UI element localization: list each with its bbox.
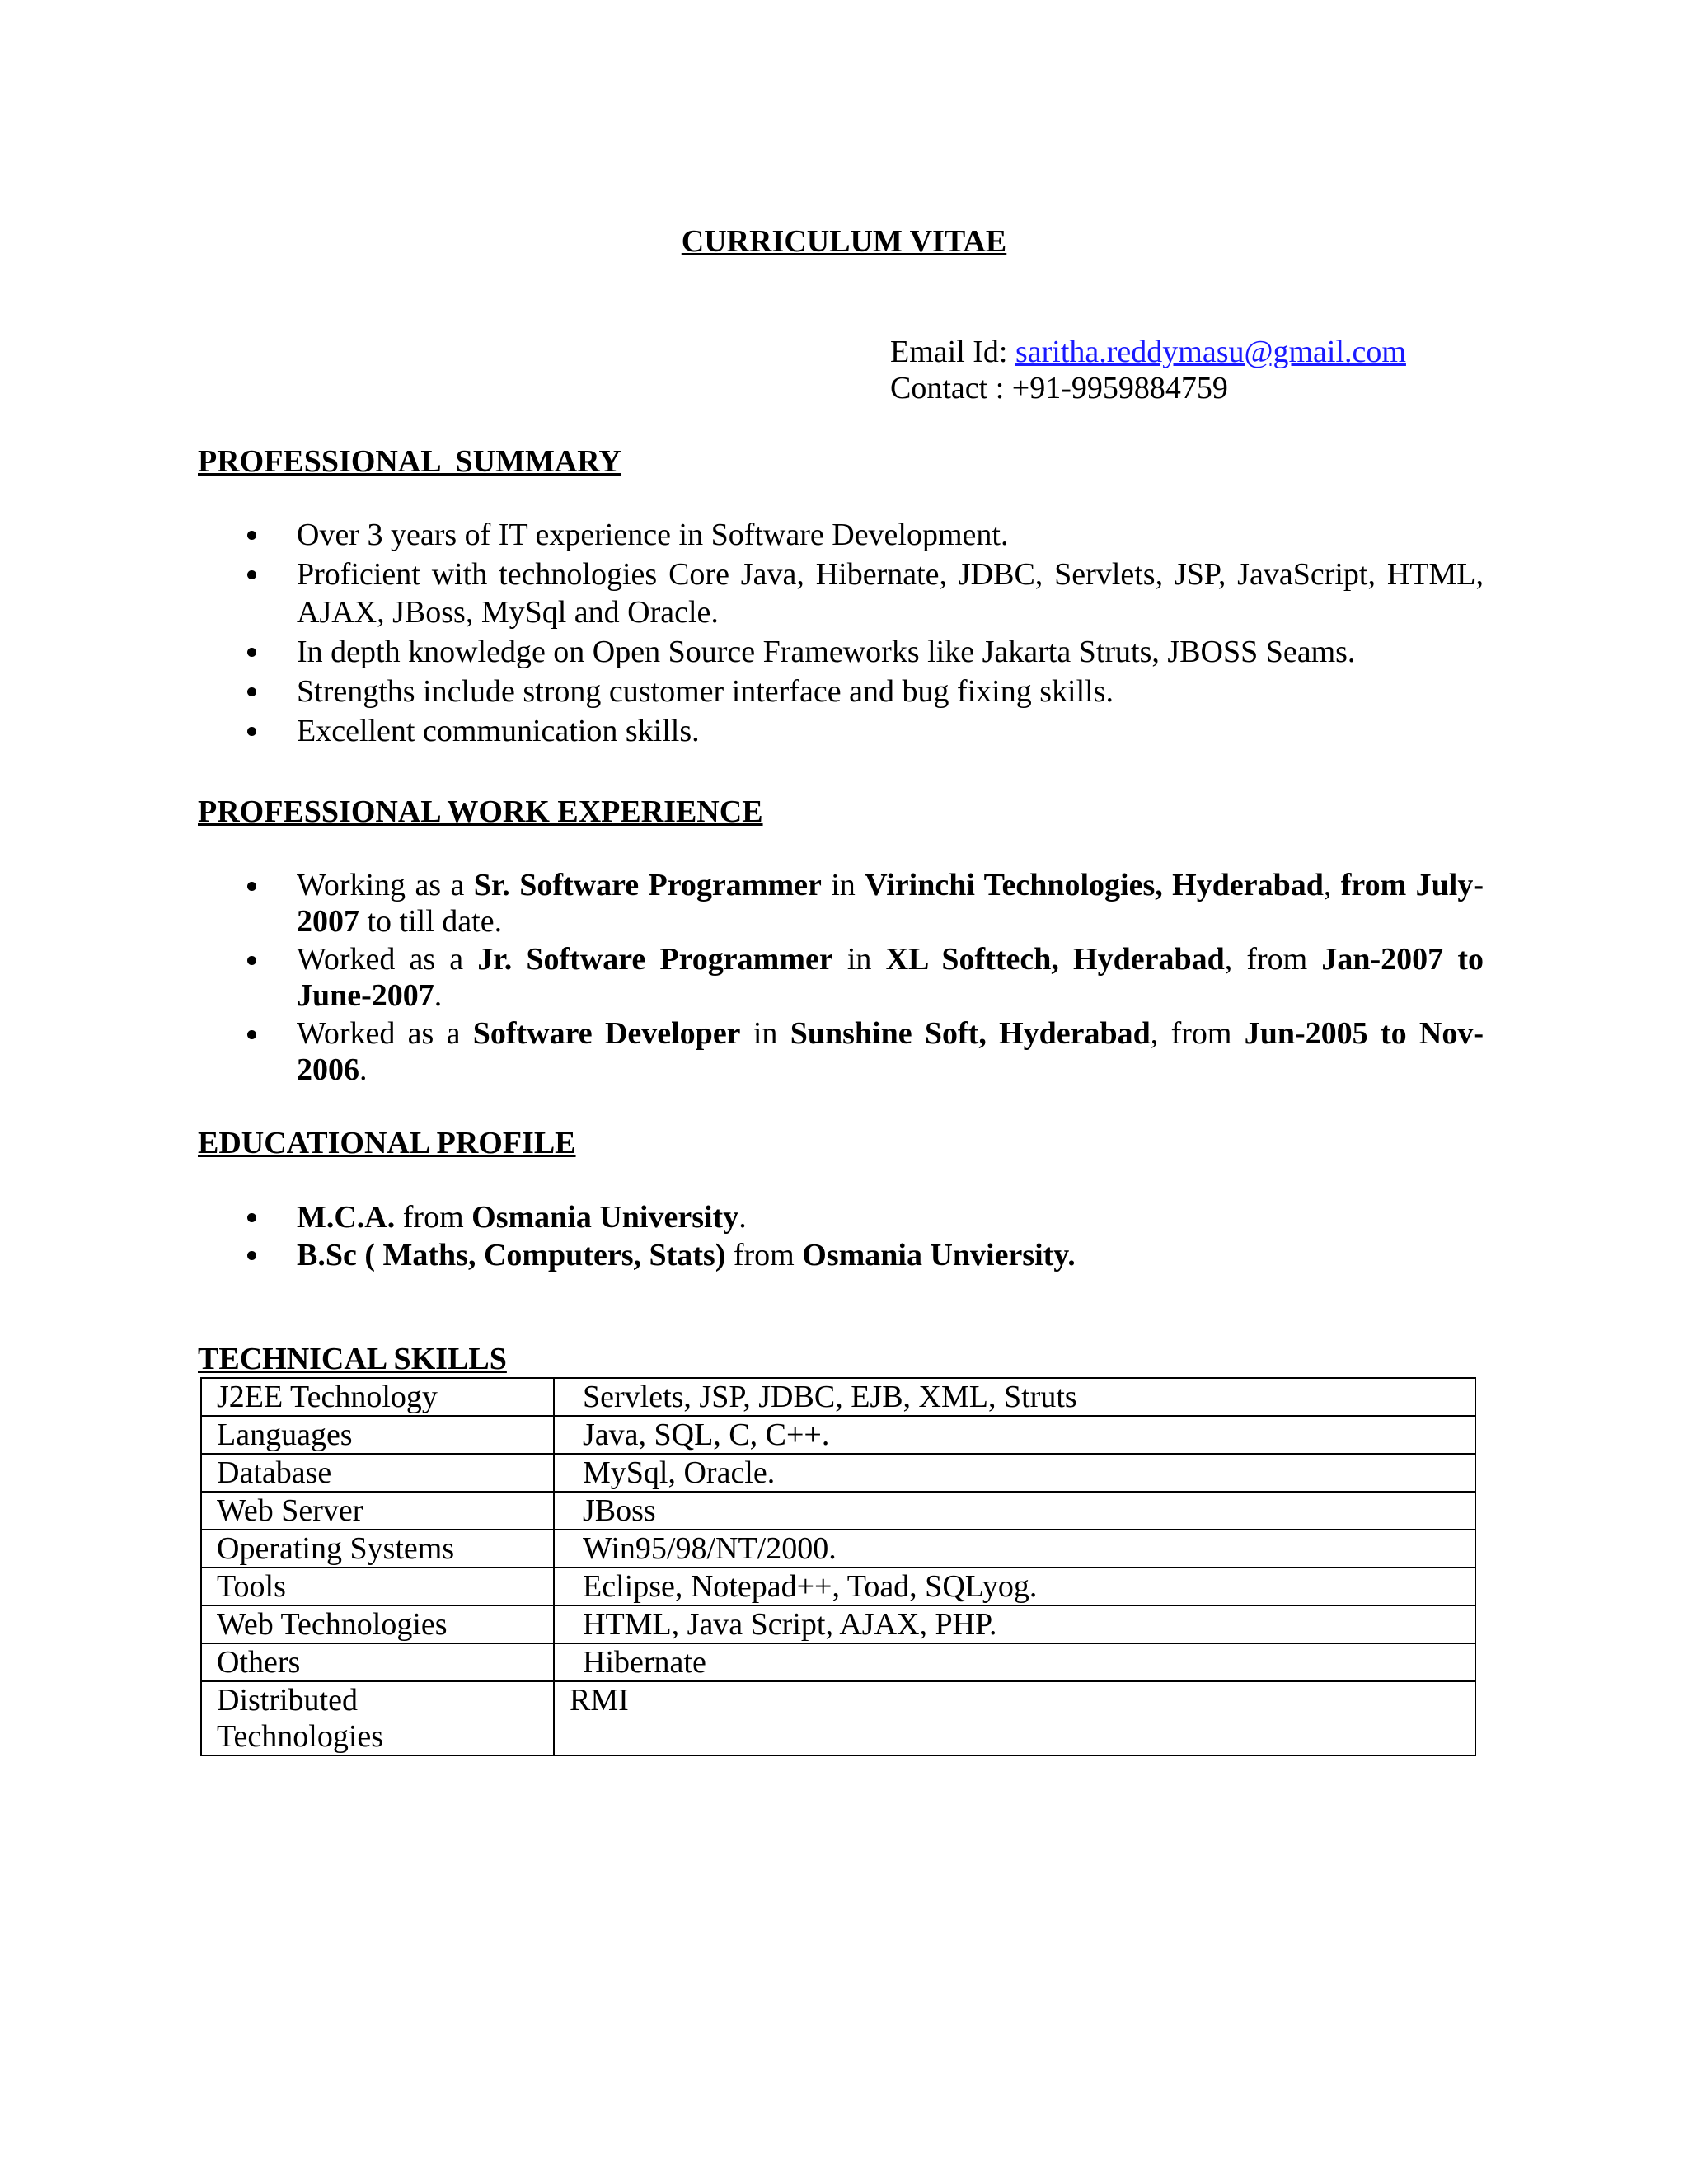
table-row [201, 1605, 1475, 1643]
summary-list [198, 516, 1484, 750]
list-item [198, 1198, 1484, 1236]
experience-company: Sunshine Soft, Hyderabad [790, 1016, 1151, 1051]
skill-category: J2EE Technology [201, 1378, 554, 1416]
experience-text: in [832, 942, 886, 977]
list-item: Proficient with technologies Core Java, Hibernate, JDBC, Servlets, JSP, JavaScript, HTML, AJAX, JBoss, MySql and Oracle. [198, 555, 1484, 631]
skill-values: Eclipse, Notepad++, Toad, SQLyog. [554, 1568, 1475, 1605]
experience-role: Jr. Software Programmer [477, 942, 833, 977]
skill-values: Hibernate [554, 1643, 1475, 1681]
phone-label: Contact : [890, 371, 1012, 405]
skill-category: Others [201, 1643, 554, 1681]
skill-values: RMI [554, 1681, 1475, 1755]
document-title: CURRICULUM VITAE [681, 224, 1007, 259]
skill-category: Database [201, 1454, 554, 1492]
list-item: In depth knowledge on Open Source Frameworks like Jakarta Struts, JBOSS Seams. [198, 633, 1484, 671]
list-item: Excellent communication skills. [198, 712, 1484, 750]
experience-text: , from [1224, 942, 1322, 977]
skill-category: Tools [201, 1568, 554, 1605]
experience-text: in [740, 1016, 790, 1051]
experience-text: , from [1150, 1016, 1245, 1051]
skill-values: Servlets, JSP, JDBC, EJB, XML, Struts [554, 1378, 1475, 1416]
education-degree: M.C.A. [297, 1200, 396, 1235]
skill-category: Web Technologies [201, 1605, 554, 1643]
skill-values: JBoss [554, 1492, 1475, 1530]
education-text: . [738, 1200, 747, 1235]
table-row [201, 1681, 1475, 1755]
skill-category: Languages [201, 1416, 554, 1454]
education-text: from [725, 1238, 803, 1272]
list-item [198, 1236, 1484, 1274]
skill-values: Java, SQL, C, C++. [554, 1416, 1475, 1454]
education-university: Osmania Unviersity. [802, 1238, 1076, 1272]
experience-text: Worked as a [297, 942, 478, 977]
table-row [201, 1378, 1475, 1416]
skill-category: Distributed Technologies [201, 1681, 554, 1755]
summary-heading: PROFESSIONAL SUMMARY [198, 444, 621, 479]
education-heading: EDUCATIONAL PROFILE [198, 1126, 576, 1160]
experience-company: Virinchi Technologies, Hyderabad [865, 868, 1324, 902]
experience-text: . [434, 978, 443, 1013]
phone-line [890, 370, 1406, 406]
experience-period: Jan-2007 to June-2007 [297, 942, 1484, 1013]
list-item [198, 1015, 1484, 1088]
education-list [198, 1198, 1484, 1274]
skill-values: HTML, Java Script, AJAX, PHP. [554, 1605, 1475, 1643]
skill-values: Win95/98/NT/2000. [554, 1530, 1475, 1568]
experience-list [198, 867, 1484, 1088]
skills-heading: TECHNICAL SKILLS [198, 1342, 507, 1376]
experience-text: Worked as a [297, 1016, 473, 1051]
email-line [890, 334, 1406, 370]
list-item [198, 867, 1484, 940]
experience-text: , [1323, 868, 1341, 902]
skills-table [200, 1377, 1476, 1756]
education-university: Osmania University [471, 1200, 739, 1235]
phone-number: +91-9959884759 [1011, 371, 1228, 405]
contact-block [890, 334, 1406, 406]
list-item [198, 941, 1484, 1014]
email-label: Email Id: [890, 335, 1015, 369]
list-item: Over 3 years of IT experience in Software Development. [198, 516, 1484, 554]
table-row [201, 1416, 1475, 1454]
experience-text: to till date. [359, 904, 503, 939]
experience-heading: PROFESSIONAL WORK EXPERIENCE [198, 794, 763, 829]
email-link[interactable]: saritha.reddymasu@gmail.com [1015, 335, 1406, 369]
table-row [201, 1643, 1475, 1681]
skill-values: MySql, Oracle. [554, 1454, 1475, 1492]
experience-role: Software Developer [472, 1016, 741, 1051]
education-text: from [395, 1200, 472, 1235]
experience-period: Jun-2005 to Nov-2006 [297, 1016, 1484, 1087]
experience-period: from July-2007 [297, 868, 1484, 939]
table-row [201, 1492, 1475, 1530]
experience-company: XL Softtech, Hyderabad [885, 942, 1225, 977]
experience-text: Working as a [297, 868, 474, 902]
experience-text: in [821, 868, 865, 902]
experience-text: . [359, 1052, 368, 1087]
table-row [201, 1530, 1475, 1568]
list-item: Strengths include strong customer interface and bug fixing skills. [198, 673, 1484, 710]
experience-role: Sr. Software Programmer [473, 868, 822, 902]
table-row [201, 1568, 1475, 1605]
education-degree: B.Sc ( Maths, Computers, Stats) [297, 1238, 726, 1272]
skill-category: Operating Systems [201, 1530, 554, 1568]
table-row [201, 1454, 1475, 1492]
skill-category: Web Server [201, 1492, 554, 1530]
